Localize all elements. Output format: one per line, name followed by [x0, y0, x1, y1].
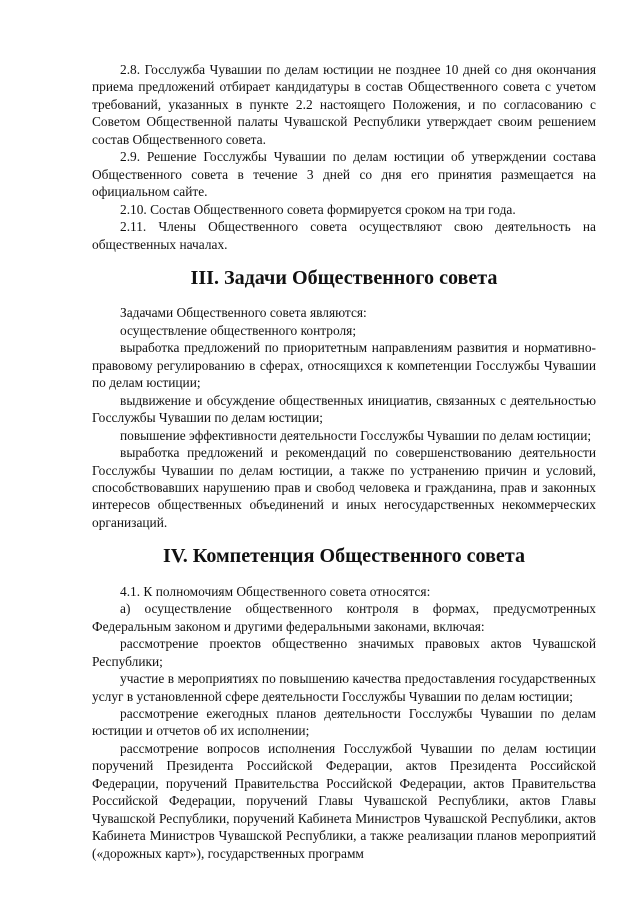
section-3-item: выдвижение и обсуждение общественных инициатив, связанных с деятельностью Госслужбы Чувашии по делам юстиции; — [92, 392, 596, 426]
paragraph-2-11: 2.11. Члены Общественного совета осуществляют свою деятельность на общественных началах. — [92, 219, 596, 252]
section-3-item: выработка предложений по приоритетным направлениям развития и нормативно-правовому регулированию в сферах, относящихся к компетенции Госслужбы Чувашии по делам юстиции; — [92, 340, 596, 391]
section-3-item: осуществление общественного контроля; — [120, 322, 357, 338]
section-4-intro: 4.1. К полномочиям Общественного совета относятся: — [120, 583, 431, 599]
paragraph-2-10: 2.10. Состав Общественного совета формируется сроком на три года. — [120, 201, 516, 217]
paragraph-2-8: 2.8. Госслужба Чувашии по делам юстиции не позднее 10 дней со дня окончания приема предложений отбирает кандидатуры в состав Общественного совета с учетом требований, указанных в пункте 2.2 настоящего Положения, и по согласованию с Советом Общественной палаты Чувашской Республики утверждает своим решением состав Общественного совета. — [92, 62, 596, 147]
section-3-heading: III. Задачи Общественного совета — [190, 266, 498, 289]
section-4-item: рассмотрение ежегодных планов деятельности Госслужбы Чувашии по делам юстиции и отчетов об их исполнении; — [92, 705, 596, 739]
section-4-item: рассмотрение вопросов исполнения Госслужбой Чувашии по делам юстиции поручений Президента Российской Федерации, актов Президента Российской Федерации, поручений Правительства Российской Федерации, актов Правительства Российской Федерации, поручений Главы Чувашской Республики, актов Главы Чувашской Республики, поручений Кабинета Министров Чувашской Республики, актов Кабинета Министров Чувашской Республики, а также реализации планов мероприятий («дорожных карт»), государственных программ — [92, 740, 596, 861]
section-4-heading: IV. Компетенция Общественного совета — [163, 545, 525, 568]
section-4-item: участие в мероприятиях по повышению качества предоставления государственных услуг в установленной сфере деятельности Госслужбы Чувашии по делам юстиции; — [92, 671, 596, 704]
section-3-item: выработка предложений и рекомендаций по совершенствованию деятельности Госслужбы Чувашии по делам юстиции, а также по устранению причин и условий, способствовавших нарушению прав и свобод человека и гражданина, прав и законных интересов общественных объединений и иных негосударственных некоммерческих организаций. — [92, 445, 596, 530]
section-4-item: рассмотрение проектов общественно значимых правовых актов Чувашской Республики; — [92, 636, 596, 669]
section-3-item: повышение эффективности деятельности Госслужбы Чувашии по делам юстиции; — [120, 427, 592, 443]
paragraph-2-9: 2.9. Решение Госслужбы Чувашии по делам юстиции об утверждении состава Общественного совета в течение 3 дней со дня его принятия размещается на официальном сайте. — [92, 149, 596, 200]
document-page — [92, 61, 596, 862]
section-3-intro: Задачами Общественного совета являются: — [120, 305, 367, 321]
section-4-item: а) осуществление общественного контроля в формах, предусмотренных Федеральным законом и другими федеральными законами, включая: — [92, 601, 596, 634]
